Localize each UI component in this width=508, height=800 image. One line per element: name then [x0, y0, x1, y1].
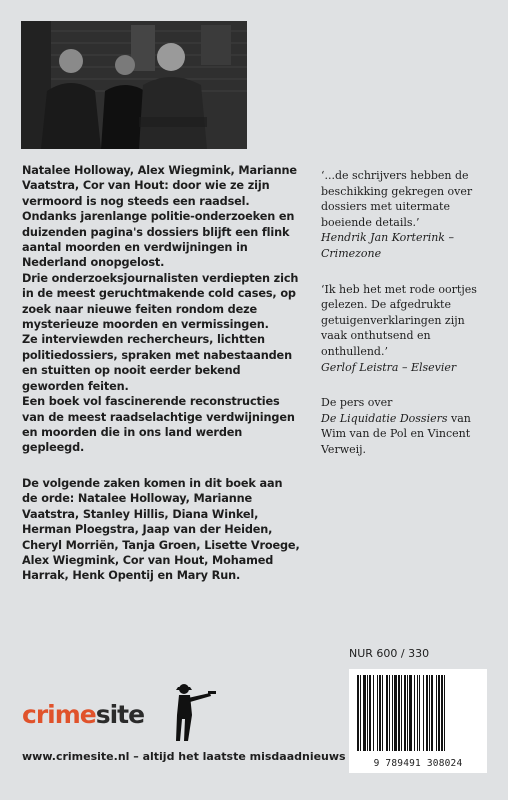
barcode-bars — [349, 669, 487, 755]
barcode-bar — [369, 675, 371, 751]
logo-crime: crime — [22, 700, 96, 729]
quote-1 — [321, 168, 491, 262]
blurb-paragraph-2: Drie onderzoeksjournalisten verdiepten zich in de meest geruchtmakende cold cases, op zoek naar nieuwe feiten rondom deze mysterieuze moorden en vermissingen. — [22, 271, 299, 332]
website-url: www.crimesite.nl – altijd het laatste misdaadnieuws — [22, 750, 346, 763]
cases-list: De volgende zaken komen in dit boek aan de orde: Natalee Holloway, Marianne Vaatstra, Stanley Hillis, Diana Winkel, Herman Ploegstra, Jaap van der Heiden, Cheryl Morriën, Tanja Groen, Lisette Vroege, Alex Wiegmink, Cor van Hout, Mohamed Harrak, Henk Opentij en Mary Run. — [22, 477, 300, 583]
barcode-bar — [363, 675, 366, 751]
blurb-paragraph-4: Een boek vol fascinerende reconstructies van de meest raadselachtige verdwijningen en moorden die in ons land werden gepleegd. — [22, 395, 295, 455]
barcode-bar — [404, 675, 406, 751]
isbn-barcode — [349, 669, 487, 773]
press-book-title: De Liquidatie Dossiers — [321, 411, 448, 425]
crimesite-logo — [22, 700, 144, 729]
press-authors: van Wim van de Pol en Vincent Verweij. — [321, 411, 471, 456]
barcode-digits: 9 789491 308024 — [373, 758, 463, 769]
barcode-bar — [401, 675, 402, 751]
barcode-bar — [386, 675, 388, 751]
barcode-bar — [419, 675, 420, 751]
nur-code: NUR 600 / 330 — [349, 647, 430, 660]
barcode-bar — [429, 675, 430, 751]
barcode-bar — [357, 675, 359, 751]
author-photo — [21, 21, 247, 149]
barcode-bar — [441, 675, 443, 751]
barcode-bar — [407, 675, 408, 751]
barcode-bar — [377, 675, 378, 751]
barcode-bar — [414, 675, 415, 751]
press-intro: De pers over — [321, 396, 393, 410]
barcode-bar — [373, 675, 374, 751]
quote-1-text: ‘...de schrijvers hebben de beschikking gekregen over dossiers met uitermate boeiende details.’ — [321, 169, 473, 229]
barcode-bar — [379, 675, 381, 751]
barcode-bar — [394, 675, 397, 751]
barcode-bar — [409, 675, 412, 751]
press-note — [321, 395, 491, 457]
barcode-bar — [360, 675, 361, 751]
barcode-bar — [423, 675, 424, 751]
barcode-bar — [417, 675, 418, 751]
quote-2-text: ‘Ik heb het met rode oortjes gelezen. De afgedrukte getuigenverklaringen zijn vaak onthutsend en onthullend.’ — [321, 282, 477, 358]
barcode-bar — [367, 675, 368, 751]
barcode-bar — [382, 675, 383, 751]
quote-1-attribution: Hendrik Jan Korterink – Crimezone — [321, 231, 454, 260]
barcode-bar — [436, 675, 437, 751]
barcode-bar — [389, 675, 390, 751]
gunman-silhouette-icon — [170, 681, 220, 741]
blurb-paragraph-1: Natalee Holloway, Alex Wiegmink, Marianne Vaatstra, Cor van Hout: door wie ze zijn vermoord is nog steeds een raadsel. Ondanks jarenlange politie-onderzoeken en duizenden pagina's dossiers blijft een flink aantal moorden en verdwijningen in Nederland onopgelost. — [22, 164, 297, 270]
barcode-bar — [426, 675, 428, 751]
logo-site: site — [95, 700, 145, 729]
barcode-bar — [392, 675, 393, 751]
blurb-paragraph-3: Ze interviewden rechercheurs, lichtten politiedossiers, spraken met nabestaanden en stuitten op nooit eerder bekend geworden feiten. — [22, 333, 292, 393]
quote-2 — [321, 282, 491, 376]
review-quotes — [321, 168, 491, 458]
barcode-bar — [438, 675, 440, 751]
barcode-bar — [444, 675, 445, 751]
blurb — [22, 163, 300, 456]
barcode-bar — [398, 675, 400, 751]
quote-2-attribution: Gerlof Leistra – Elsevier — [321, 360, 457, 374]
barcode-bar — [431, 675, 433, 751]
